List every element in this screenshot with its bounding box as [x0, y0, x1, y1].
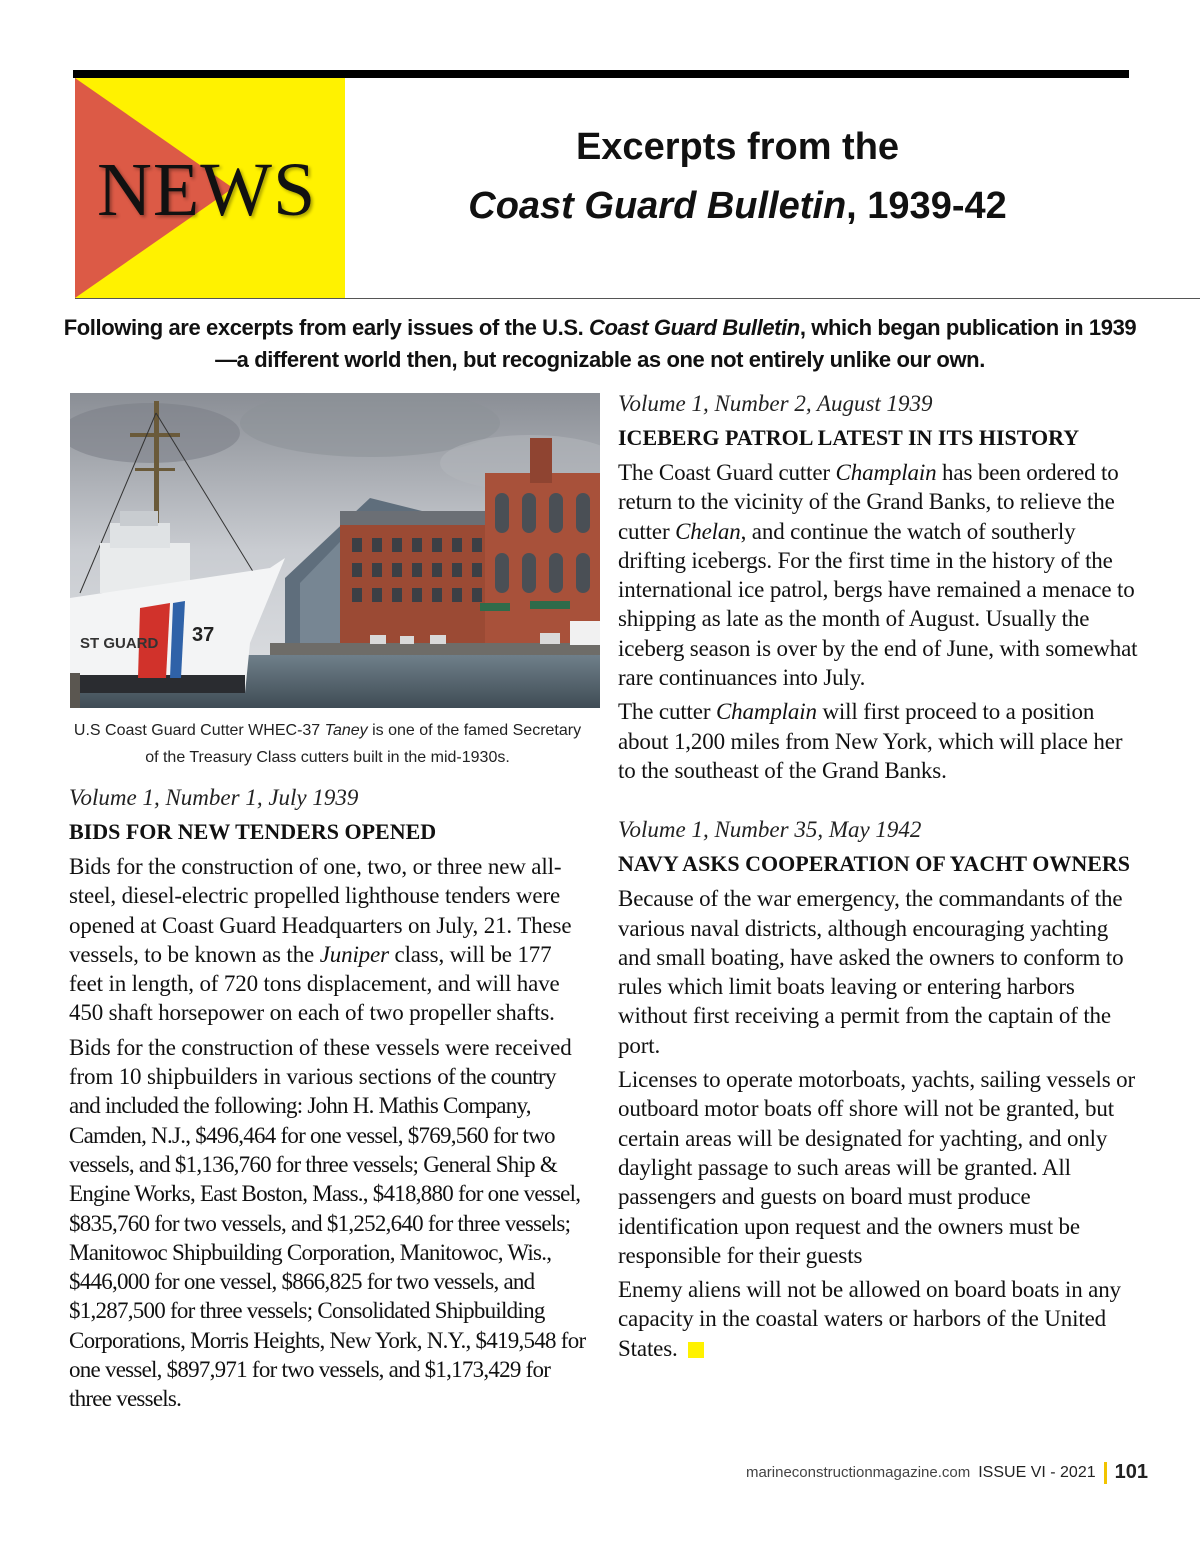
a2-p2-text-b: will first proceed to a position about 1,200 miles from New York, which will place her to the southeast of the Grand Banks. [618, 699, 1123, 783]
a1-p2-text-b: of the country and included the following: John H. Mathis Company, Camden, N.J., $496,464 for one vessel, $769,560 for two vessels, and $1,136,760 for three vessels; General Ship & Engine Works, East Boston, Mass., $418,880 for one vessel, $835,760 for two vessels, and $1,252,640 for three vessels; Manitowoc Shipbuilding Corporation, Manitowoc, Wis., $446,000 for one vessel, $866,825 for two vessels, and $1,287,500 for three vessels; Consolidated Shipbuilding Corporations, Morris Heights, New York, N.Y., $419,548 for one vessel, $897,971 for two vessels, and $1,173,429 for three vessels. [69, 1064, 586, 1412]
title-italic: Coast Guard Bulletin [468, 185, 847, 227]
hull-lettering: ST GUARD [80, 635, 159, 652]
article-1-volume: Volume 1, Number 1, July 1939 [69, 785, 359, 810]
top-rule [73, 70, 1129, 78]
article-3-paragraph-3 [618, 1275, 1138, 1363]
page-number: 101 [1114, 1461, 1148, 1483]
title-line-2 [345, 181, 1130, 231]
article-2-paragraph-1 [618, 458, 1138, 692]
a1-p2-text-a: Bids for the construction of these vessels were received from 10 shipbuilders in various sections [69, 1034, 572, 1090]
page-footer [746, 1461, 1148, 1484]
article-1-paragraph-1 [69, 852, 589, 1028]
article-2-headline: ICEBERG PATROL LATEST IN ITS HISTORY [618, 425, 1080, 450]
news-logo [75, 78, 345, 298]
footer-issue: ISSUE VI - 2021 [978, 1463, 1096, 1481]
footer-divider [1104, 1462, 1107, 1484]
left-column [69, 783, 589, 1414]
a1-p1-italic: Juniper [319, 941, 389, 967]
article-1-paragraph-2 [69, 1033, 589, 1414]
intro-italic: Coast Guard Bulletin [589, 315, 800, 340]
right-column [618, 389, 1138, 1363]
header-divider [75, 298, 1200, 299]
page-title [345, 122, 1130, 231]
a2-p1-text-c: , and continue the watch of southerly drifting icebergs. For the first time in the history of the international ice patrol, bergs have remained a menace to shipping as late as the month of August. Usually the iceberg season is over by the end of June, with somewhat rare continuances into July. [618, 518, 1138, 691]
a2-p2-text-a: The cutter [618, 699, 716, 725]
ship-harbor-illustration [70, 393, 600, 708]
article-3-paragraph-2: Licenses to operate motorboats, yachts, sailing vessels or outboard motor boats off shore will not be granted, but certain areas will be designated for yachting, and only daylight passage to such areas will be granted. All passengers and guests on board must produce identification upon request and the owners must be responsible for their guests [618, 1067, 1135, 1268]
article-3-volume: Volume 1, Number 35, May 1942 [618, 817, 922, 843]
article-2-volume: Volume 1, Number 2, August 1939 [618, 391, 933, 416]
caption-text-1: U.S Coast Guard Cutter WHEC-37 [73, 722, 325, 739]
intro-paragraph [60, 312, 1140, 376]
hull-number: 37 [192, 624, 215, 646]
article-3-paragraph-1: Because of the war emergency, the commandants of the various naval districts, although encouraging yachting and small boating, have asked the owners to conform to rules which limit boats leaving or entering harbors without first receiving a permit from the captain of the port. [618, 886, 1124, 1058]
title-rest: , 1939-42 [846, 185, 1007, 227]
cutter-photo [70, 393, 600, 708]
caption-italic: Taney [324, 722, 368, 739]
article-2-paragraph-2 [618, 697, 1138, 785]
a2-p1-text-a: The Coast Guard cutter [618, 460, 836, 485]
intro-text-2: , which began publication in 1939—a different world then, but recognizable as one not entirely unlike our own. [215, 315, 1137, 372]
logo-text: NEWS [97, 148, 317, 232]
end-mark-square [688, 1342, 704, 1358]
intro-text-1: Following are excerpts from early issues of the U.S. [63, 315, 590, 340]
caption-text-2: is one of the famed Secretary of the Treasury Class cutters built in the mid-1930s. [145, 722, 582, 766]
a1-p1-text-a: Bids for the construction of one, two, or three new all-steel, diesel-electric propelled lighthouse tenders were opened at Coast Guard Headquarters on July, 21. These vessels, to be known as the [69, 854, 572, 967]
a1-p1-text-b: class, will be 177 feet in length, of 720 tons displacement, and will have 450 shaft horsepower on each of two propeller shafts. [69, 941, 560, 1026]
a2-p1-italic-2: Chelan [675, 518, 741, 544]
article-1-headline: BIDS FOR NEW TENDERS OPENED [69, 819, 437, 844]
a2-p1-italic-1: Champlain [835, 460, 937, 485]
a3-p3-text: Enemy aliens will not be allowed on board boats in any capacity in the coastal waters or harbors of the United States. [618, 1277, 1121, 1361]
article-3-headline: NAVY ASKS COOPERATION OF YACHT OWNERS [618, 851, 1131, 877]
article-gap [618, 785, 1138, 815]
footer-site: marineconstructionmagazine.com [745, 1464, 971, 1481]
a2-p1-text-b: has been ordered to return to the vicinity of the Grand Banks, to relieve the cutter [618, 460, 1119, 544]
a2-p2-italic: Champlain [715, 699, 817, 725]
title-line-1: Excerpts from the [575, 126, 900, 168]
photo-caption [70, 717, 585, 771]
